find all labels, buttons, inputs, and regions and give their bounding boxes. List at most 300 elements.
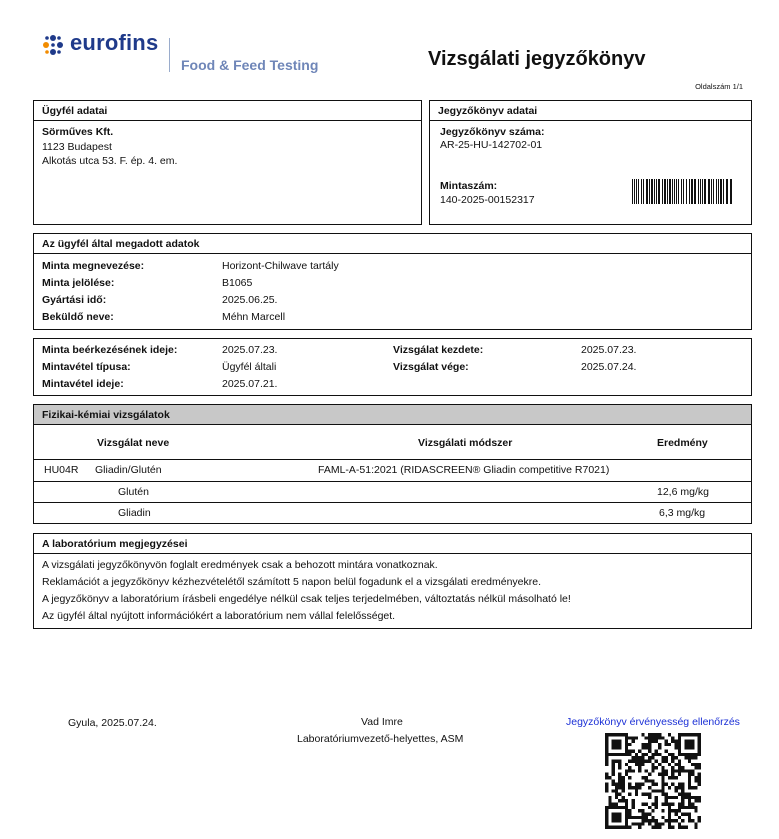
qr-module — [655, 789, 658, 792]
qr-module — [631, 759, 634, 762]
eurofins-dots-icon — [40, 32, 66, 58]
sampling-box — [33, 338, 752, 396]
qr-module — [675, 812, 678, 815]
col-test-method: Vizsgálati módszer — [418, 437, 513, 449]
qr-module — [641, 803, 644, 806]
qr-module — [618, 733, 621, 736]
qr-module — [661, 789, 664, 792]
qr-module — [622, 783, 625, 786]
qr-module — [625, 746, 628, 749]
qr-module — [605, 806, 608, 809]
qr-module — [618, 773, 621, 776]
qr-module — [651, 740, 654, 743]
qr-module — [612, 733, 615, 736]
qr-module — [618, 776, 621, 779]
qr-module — [678, 736, 681, 739]
qr-module — [671, 753, 674, 756]
qr-module — [668, 816, 671, 819]
test-end-label: Vizsgálat vége: — [393, 361, 469, 373]
qr-module — [678, 733, 681, 736]
qr-module — [625, 773, 628, 776]
qr-module — [641, 753, 644, 756]
client-data-box — [33, 233, 752, 330]
note-line-3: A jegyzőkönyv a laboratórium írásbeli engedélye nélkül csak teljes terjedelmében, változtatás nélkül másolható le! — [42, 593, 571, 605]
qr-module — [678, 826, 681, 829]
qr-module — [648, 740, 651, 743]
sample-mark-value: B1065 — [222, 277, 253, 289]
qr-module — [658, 753, 661, 756]
qr-module — [665, 783, 668, 786]
qr-module — [648, 746, 651, 749]
qr-module — [631, 740, 634, 743]
qr-module — [661, 822, 664, 825]
qr-module — [678, 793, 681, 796]
qr-module — [605, 786, 608, 789]
qr-module — [681, 783, 684, 786]
qr-module — [668, 763, 671, 766]
qr-module — [605, 750, 608, 753]
qr-module — [615, 753, 618, 756]
qr-module — [612, 773, 615, 776]
qr-module — [645, 816, 648, 819]
subtest-result-gliadin: 6,3 mg/kg — [659, 507, 706, 519]
qr-module — [668, 753, 671, 756]
qr-module — [655, 806, 658, 809]
signer-title: Laboratóriumvezető-helyettes, ASM — [297, 733, 464, 745]
qr-module — [615, 746, 618, 749]
qr-module — [665, 803, 668, 806]
qr-module — [675, 796, 678, 799]
report-heading: Jegyzőkönyv adatai — [430, 101, 751, 121]
qr-module — [671, 769, 674, 772]
qr-module — [694, 733, 697, 736]
qr-module — [648, 806, 651, 809]
qr-module — [698, 753, 701, 756]
qr-module — [694, 753, 697, 756]
qr-module — [648, 793, 651, 796]
qr-module — [641, 733, 644, 736]
sampling-type-value: Ügyfél általi — [222, 361, 277, 373]
client-city: 1123 Budapest — [42, 141, 112, 153]
qr-module — [605, 809, 608, 812]
qr-module — [628, 812, 631, 815]
qr-module — [618, 746, 621, 749]
qr-module — [615, 793, 618, 796]
qr-module — [681, 753, 684, 756]
place-date: Gyula, 2025.07.24. — [68, 717, 157, 729]
qr-module — [628, 816, 631, 819]
qr-module — [605, 812, 608, 815]
qr-module — [675, 740, 678, 743]
qr-module — [625, 740, 628, 743]
qr-module — [635, 789, 638, 792]
qr-module — [625, 743, 628, 746]
qr-module — [665, 756, 668, 759]
qr-module — [661, 816, 664, 819]
qr-module — [671, 766, 674, 769]
qr-module — [635, 816, 638, 819]
qr-module — [625, 769, 628, 772]
test-code: HU04R — [44, 464, 79, 476]
qr-module — [661, 793, 664, 796]
qr-module — [678, 769, 681, 772]
qr-module — [628, 750, 631, 753]
client-box — [33, 100, 422, 225]
qr-module — [615, 806, 618, 809]
qr-module — [661, 773, 664, 776]
qr-module — [628, 743, 631, 746]
qr-module — [655, 736, 658, 739]
qr-module — [612, 812, 615, 815]
qr-module — [665, 750, 668, 753]
qr-module — [618, 786, 621, 789]
note-line-1: A vizsgálati jegyzőkönyvön foglalt eredmények csak a behozott mintára vonatkoznak. — [42, 559, 438, 571]
qr-module — [661, 736, 664, 739]
qr-module — [635, 763, 638, 766]
page-number: Oldalszám 1/1 — [695, 82, 743, 91]
qr-module — [638, 759, 641, 762]
qr-module — [694, 806, 697, 809]
qr-module — [648, 779, 651, 782]
qr-module — [688, 733, 691, 736]
client-address: Alkotás utca 53. F. ép. 4. em. — [42, 155, 178, 167]
qr-module — [605, 736, 608, 739]
qr-module — [658, 746, 661, 749]
qr-module — [615, 816, 618, 819]
qr-module — [665, 743, 668, 746]
sampling-type-label: Mintavétel típusa: — [42, 361, 131, 373]
sample-number-value: 140-2025-00152317 — [440, 194, 535, 206]
client-heading: Ügyfél adatai — [34, 101, 421, 121]
qr-module — [648, 812, 651, 815]
qr-module — [641, 816, 644, 819]
qr-module — [684, 746, 687, 749]
qr-module — [605, 743, 608, 746]
sender-name-label: Beküldő neve: — [42, 311, 114, 323]
qr-module — [655, 799, 658, 802]
qr-module — [628, 793, 631, 796]
qr-module — [678, 746, 681, 749]
qr-module — [622, 776, 625, 779]
qr-module — [675, 789, 678, 792]
qr-module — [608, 803, 611, 806]
qr-module — [694, 763, 697, 766]
qr-module — [631, 803, 634, 806]
report-number-label: Jegyzőkönyv száma: — [440, 126, 545, 138]
qr-module — [651, 779, 654, 782]
qr-module — [618, 819, 621, 822]
notes-heading: A laboratórium megjegyzései — [34, 534, 751, 554]
qr-module — [635, 756, 638, 759]
qr-module — [675, 819, 678, 822]
qr-module — [638, 769, 641, 772]
notes-box — [33, 533, 752, 629]
qr-module — [671, 759, 674, 762]
qr-module — [681, 799, 684, 802]
qr-module — [618, 793, 621, 796]
qr-module — [605, 816, 608, 819]
qr-module — [651, 783, 654, 786]
qr-module — [638, 786, 641, 789]
test-method: FAML-A-51:2021 (RIDASCREEN® Gliadin competitive R7021) — [318, 464, 610, 476]
verify-link[interactable]: Jegyzőkönyv érvényesség ellenőrzés — [566, 716, 740, 728]
qr-module — [655, 733, 658, 736]
qr-module — [678, 759, 681, 762]
qr-module — [698, 819, 701, 822]
qr-module — [681, 766, 684, 769]
qr-module — [675, 769, 678, 772]
qr-module — [684, 743, 687, 746]
qr-module — [658, 763, 661, 766]
qr-module — [618, 816, 621, 819]
qr-module — [694, 776, 697, 779]
qr-module — [694, 786, 697, 789]
qr-module — [688, 769, 691, 772]
qr-module — [612, 763, 615, 766]
sample-name-label: Minta megnevezése: — [42, 260, 145, 272]
qr-module — [684, 733, 687, 736]
qr-module — [612, 753, 615, 756]
qr-module — [622, 733, 625, 736]
qr-module — [675, 763, 678, 766]
qr-module — [671, 736, 674, 739]
client-data-heading: Az ügyfél által megadott adatok — [34, 234, 751, 254]
qr-module — [655, 803, 658, 806]
qr-module — [694, 826, 697, 829]
qr-module — [658, 773, 661, 776]
qr-module — [688, 743, 691, 746]
qr-module — [675, 786, 678, 789]
qr-module — [648, 796, 651, 799]
qr-module — [671, 826, 674, 829]
qr-module — [691, 740, 694, 743]
signer-name: Vad Imre — [361, 716, 403, 728]
client-name: Sörműves Kft. — [42, 126, 114, 138]
qr-module — [612, 816, 615, 819]
qr-module — [694, 756, 697, 759]
document-title: Vizsgálati jegyzőkönyv — [428, 48, 646, 70]
qr-module — [668, 803, 671, 806]
qr-module — [671, 783, 674, 786]
qr-module — [665, 799, 668, 802]
qr-module — [645, 753, 648, 756]
qr-module — [678, 766, 681, 769]
qr-module — [665, 769, 668, 772]
qr-module — [688, 773, 691, 776]
receipt-date-label: Minta beérkezésének ideje: — [42, 344, 178, 356]
qr-module — [688, 786, 691, 789]
qr-module — [612, 783, 615, 786]
qr-module — [688, 779, 691, 782]
qr-module — [631, 806, 634, 809]
qr-module — [681, 812, 684, 815]
barcode-gap — [732, 179, 734, 204]
qr-module — [688, 796, 691, 799]
qr-module — [655, 783, 658, 786]
qr-module — [648, 750, 651, 753]
qr-module — [678, 750, 681, 753]
qr-module — [638, 750, 641, 753]
qr-module — [684, 812, 687, 815]
subtest-name-gliadin: Gliadin — [118, 507, 151, 519]
qr-module — [612, 769, 615, 772]
qr-module — [684, 769, 687, 772]
qr-module — [608, 799, 611, 802]
qr-module — [665, 740, 668, 743]
qr-module — [665, 793, 668, 796]
qr-module — [618, 826, 621, 829]
sender-name-value: Méhn Marcell — [222, 311, 286, 323]
sample-number-label: Mintaszám: — [440, 180, 498, 192]
qr-module — [631, 769, 634, 772]
qr-module — [635, 753, 638, 756]
qr-module — [651, 763, 654, 766]
qr-module — [688, 783, 691, 786]
eurofins-logo — [40, 32, 340, 76]
qr-module — [638, 826, 641, 829]
qr-module — [648, 786, 651, 789]
qr-module — [698, 743, 701, 746]
qr-module — [615, 743, 618, 746]
qr-module — [615, 826, 618, 829]
qr-module — [635, 822, 638, 825]
qr-module — [681, 786, 684, 789]
qr-code-icon[interactable] — [605, 733, 701, 829]
qr-module — [648, 756, 651, 759]
qr-module — [615, 783, 618, 786]
qr-module — [612, 779, 615, 782]
qr-module — [612, 826, 615, 829]
qr-module — [612, 743, 615, 746]
qr-module — [655, 759, 658, 762]
qr-module — [628, 809, 631, 812]
qr-module — [605, 763, 608, 766]
qr-module — [661, 776, 664, 779]
qr-module — [651, 809, 654, 812]
qr-module — [605, 746, 608, 749]
qr-module — [668, 806, 671, 809]
qr-module — [612, 789, 615, 792]
test-start-label: Vizsgálat kezdete: — [393, 344, 484, 356]
qr-module — [628, 776, 631, 779]
sampling-date-label: Mintavétel ideje: — [42, 378, 124, 390]
qr-module — [655, 750, 658, 753]
qr-module — [612, 819, 615, 822]
qr-module — [681, 803, 684, 806]
qr-module — [688, 776, 691, 779]
qr-module — [658, 733, 661, 736]
qr-module — [658, 789, 661, 792]
qr-module — [605, 740, 608, 743]
qr-module — [605, 826, 608, 829]
qr-module — [658, 736, 661, 739]
qr-module — [688, 759, 691, 762]
qr-module — [678, 783, 681, 786]
qr-module — [635, 783, 638, 786]
qr-module — [605, 756, 608, 759]
qr-module — [671, 809, 674, 812]
qr-module — [688, 746, 691, 749]
qr-module — [678, 809, 681, 812]
qr-module — [684, 796, 687, 799]
qr-module — [681, 796, 684, 799]
qr-module — [628, 783, 631, 786]
qr-module — [628, 753, 631, 756]
qr-module — [608, 806, 611, 809]
qr-module — [615, 819, 618, 822]
qr-module — [645, 812, 648, 815]
qr-module — [625, 736, 628, 739]
qr-module — [641, 763, 644, 766]
qr-module — [691, 756, 694, 759]
qr-module — [668, 812, 671, 815]
qr-module — [691, 796, 694, 799]
qr-module — [638, 809, 641, 812]
qr-module — [691, 743, 694, 746]
qr-module — [691, 803, 694, 806]
qr-module — [622, 789, 625, 792]
qr-module — [668, 776, 671, 779]
qr-module — [658, 822, 661, 825]
qr-module — [628, 826, 631, 829]
qr-module — [605, 776, 608, 779]
qr-module — [618, 753, 621, 756]
qr-module — [694, 809, 697, 812]
qr-module — [691, 773, 694, 776]
tests-box — [33, 404, 752, 524]
qr-module — [684, 826, 687, 829]
qr-module — [615, 759, 618, 762]
qr-module — [655, 822, 658, 825]
qr-module — [675, 743, 678, 746]
receipt-date-value: 2025.07.23. — [222, 344, 278, 356]
qr-module — [631, 816, 634, 819]
qr-module — [625, 763, 628, 766]
qr-module — [651, 753, 654, 756]
qr-module — [678, 753, 681, 756]
qr-module — [628, 766, 631, 769]
qr-module — [694, 799, 697, 802]
qr-module — [645, 736, 648, 739]
qr-module — [678, 803, 681, 806]
qr-module — [698, 776, 701, 779]
production-date-label: Gyártási idő: — [42, 294, 107, 306]
qr-module — [675, 756, 678, 759]
sampling-date-value: 2025.07.21. — [222, 378, 278, 390]
test-name: Gliadin/Glutén — [95, 464, 162, 476]
qr-module — [608, 776, 611, 779]
qr-module — [641, 809, 644, 812]
qr-module — [641, 746, 644, 749]
qr-module — [615, 740, 618, 743]
qr-module — [651, 819, 654, 822]
qr-module — [618, 779, 621, 782]
qr-module — [655, 796, 658, 799]
qr-module — [698, 740, 701, 743]
qr-module — [688, 740, 691, 743]
qr-module — [675, 809, 678, 812]
qr-module — [688, 812, 691, 815]
qr-module — [618, 766, 621, 769]
qr-module — [698, 816, 701, 819]
qr-module — [678, 740, 681, 743]
qr-module — [645, 819, 648, 822]
qr-module — [691, 763, 694, 766]
note-line-4: Az ügyfél által nyújtott információkért a laboratórium nem vállal felelősséget. — [42, 610, 396, 622]
qr-module — [671, 773, 674, 776]
qr-module — [681, 806, 684, 809]
qr-module — [691, 753, 694, 756]
